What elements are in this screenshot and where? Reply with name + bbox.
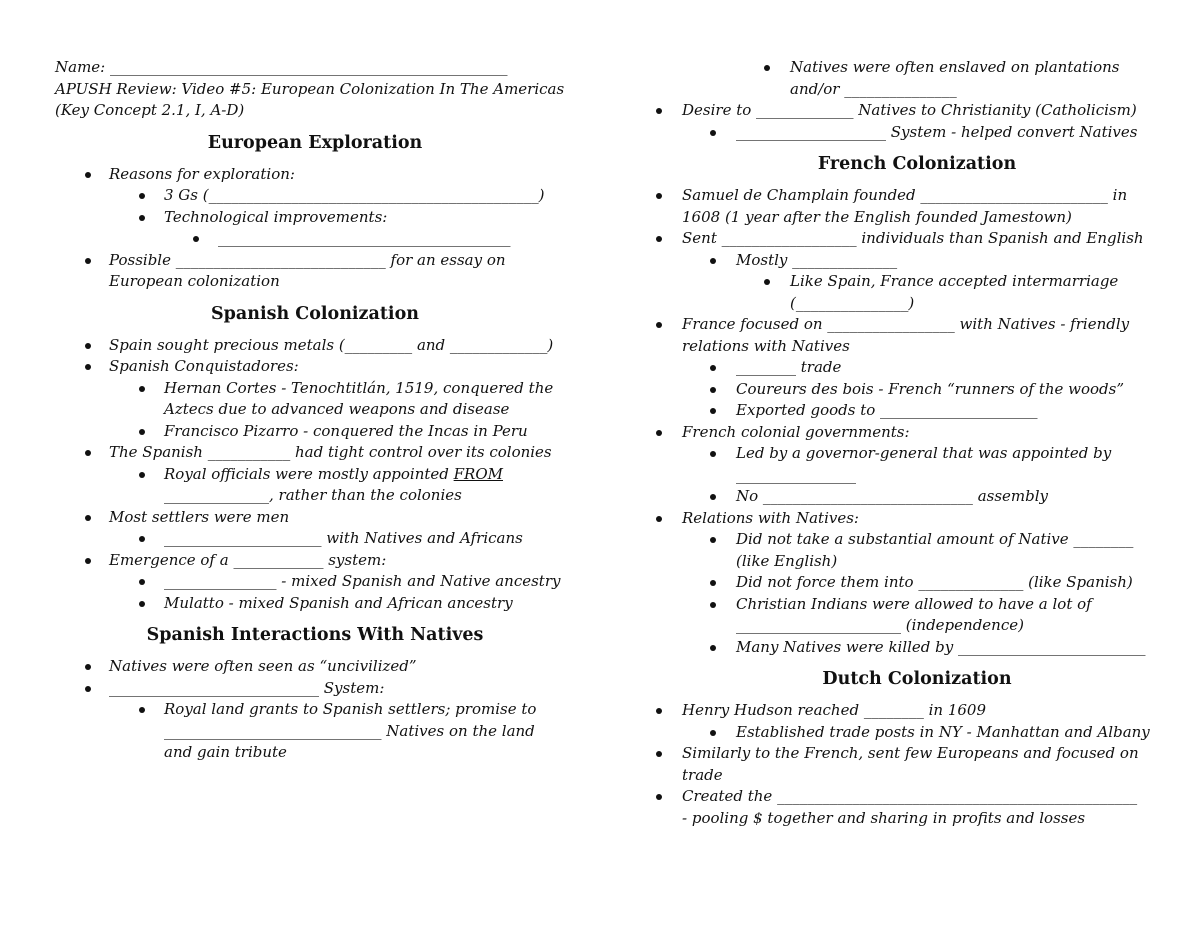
list-item: Relations with Natives: xyxy=(682,508,1152,530)
list-item: Mulatto - mixed Spanish and African ancestry xyxy=(55,593,575,615)
list-item-line: relations with Natives xyxy=(682,336,850,355)
list-item: Mostly ______________ xyxy=(682,250,1152,272)
heading-french-colonization: French Colonization xyxy=(817,154,1017,174)
list-item-line: and/or _______________ xyxy=(790,79,957,98)
list-item: 3 Gs (____________________________________________) xyxy=(55,185,575,207)
list-item xyxy=(682,594,1152,637)
list-french-colonization xyxy=(682,185,1152,658)
list-european-exploration xyxy=(55,164,575,293)
list-item-line: ________________ xyxy=(736,465,856,484)
list-item: ____________________________ System: xyxy=(55,678,575,700)
list-item-line: Similarly to the French, sent few Europeans and focused on xyxy=(682,744,1139,762)
list-item xyxy=(682,185,1152,228)
list-item-line: Aztecs due to advanced weapons and disease xyxy=(164,400,510,418)
list-item-line: Hernan Cortes - Tenochtitlán, 1519, conquered the xyxy=(164,378,554,397)
list-dutch-colonization xyxy=(682,700,1152,829)
list-item: Sent __________________ individuals than Spanish and English xyxy=(682,228,1152,250)
list-item xyxy=(55,464,575,507)
list-item: Exported goods to _____________________ xyxy=(682,400,1152,422)
worksheet-subtitle: (Key Concept 2.1, I, A-D) xyxy=(55,101,245,119)
list-item xyxy=(682,443,1152,486)
list-item-line: 1608 (1 year after the English founded Jamestown) xyxy=(682,207,1072,226)
list-item-line: (like English) xyxy=(736,551,838,570)
heading-spanish-interactions: Spanish Interactions With Natives xyxy=(146,625,484,645)
list-item-line: (_______________) xyxy=(790,293,915,312)
list-spanish-colonization xyxy=(55,335,575,615)
list-item: Spanish Conquistadores: xyxy=(55,356,575,378)
list-item: Most settlers were men xyxy=(55,507,575,529)
list-item-line: _____________________________ Natives on the land xyxy=(164,721,535,740)
list-item-line: Royal land grants to Spanish settlers; promise to xyxy=(164,700,537,718)
list-item-line: Possible ____________________________ for an essay on xyxy=(109,250,506,269)
left-column xyxy=(55,57,575,764)
list-item: Spain sought precious metals (_________ and _____________) xyxy=(55,335,575,357)
list-item: _______________________________________ xyxy=(55,228,575,250)
list-item: Henry Hudson reached ________ in 1609 xyxy=(682,700,1152,722)
heading-spanish-colonization: Spanish Colonization xyxy=(211,303,419,324)
list-item xyxy=(682,314,1152,357)
list-item: Emergence of a ____________ system: xyxy=(55,550,575,572)
list-item-line: Like Spain, France accepted intermarriage xyxy=(790,272,1119,290)
right-column xyxy=(682,57,1152,829)
list-item: ____________________ System - helped convert Natives xyxy=(682,122,1152,144)
list-item: Francisco Pizarro - conquered the Incas in Peru xyxy=(55,421,575,443)
list-item-line: France focused on _________________ with Natives - friendly xyxy=(682,315,1130,333)
list-item: Desire to _____________ Natives to Christianity (Catholicism) xyxy=(682,100,1152,122)
list-item-line: European colonization xyxy=(109,272,280,290)
list-item-line: Samuel de Champlain founded _________________________ in xyxy=(682,186,1128,204)
list-item: French colonial governments: xyxy=(682,422,1152,444)
list-item-line: trade xyxy=(682,765,723,784)
heading-dutch-colonization: Dutch Colonization xyxy=(822,669,1012,689)
list-item-line: ______________________ (independence) xyxy=(736,616,1024,634)
list-item: The Spanish ___________ had tight control over its colonies xyxy=(55,442,575,464)
list-item-line: and gain tribute xyxy=(164,743,287,761)
list-item: Natives were often seen as “uncivilized” xyxy=(55,656,575,678)
list-item: Coureurs des bois - French “runners of the woods” xyxy=(682,379,1152,401)
list-item xyxy=(55,250,575,293)
worksheet-title: APUSH Review: Video #5: European Colonization In The Americas xyxy=(55,79,565,98)
name-line: Name: _____________________________________________________ xyxy=(55,58,508,76)
list-item-line: Royal officials were mostly appointed xyxy=(164,464,454,483)
list-item xyxy=(682,529,1152,572)
list-item: ________ trade xyxy=(682,357,1152,379)
list-item xyxy=(682,271,1152,314)
list-item-line: Created the ________________________________________________ xyxy=(682,787,1138,805)
list-item: Reasons for exploration: xyxy=(55,164,575,186)
list-item-line: Natives were often enslaved on plantations xyxy=(790,58,1120,76)
list-item-line: ______________, rather than the colonies xyxy=(164,486,462,504)
heading-european-exploration: European Exploration xyxy=(207,132,423,153)
list-item: _____________________ with Natives and Africans xyxy=(55,528,575,550)
list-item-line: Led by a governor-general that was appointed by xyxy=(736,444,1112,462)
list-item: No ____________________________ assembly xyxy=(682,486,1152,508)
list-item xyxy=(682,786,1152,829)
list-item xyxy=(682,743,1152,786)
list-item-line: - pooling $ together and sharing in profits and losses xyxy=(682,808,1086,827)
list-item: Technological improvements: xyxy=(55,207,575,229)
underlined-word-from: FROM xyxy=(453,464,503,483)
list-item: Many Natives were killed by _________________________ xyxy=(682,637,1152,659)
list-item: Established trade posts in NY - Manhattan and Albany xyxy=(682,722,1152,744)
list-continued xyxy=(682,57,1152,143)
list-item xyxy=(55,699,575,764)
list-item-line: Did not take a substantial amount of Native ________ xyxy=(736,530,1134,548)
list-item: Did not force them into ______________ (like Spanish) xyxy=(682,572,1152,594)
list-item xyxy=(55,378,575,421)
list-item xyxy=(682,57,1152,100)
list-item-line: Christian Indians were allowed to have a lot of xyxy=(736,594,1092,613)
list-item: _______________ - mixed Spanish and Native ancestry xyxy=(55,571,575,593)
list-spanish-interactions xyxy=(55,656,575,764)
